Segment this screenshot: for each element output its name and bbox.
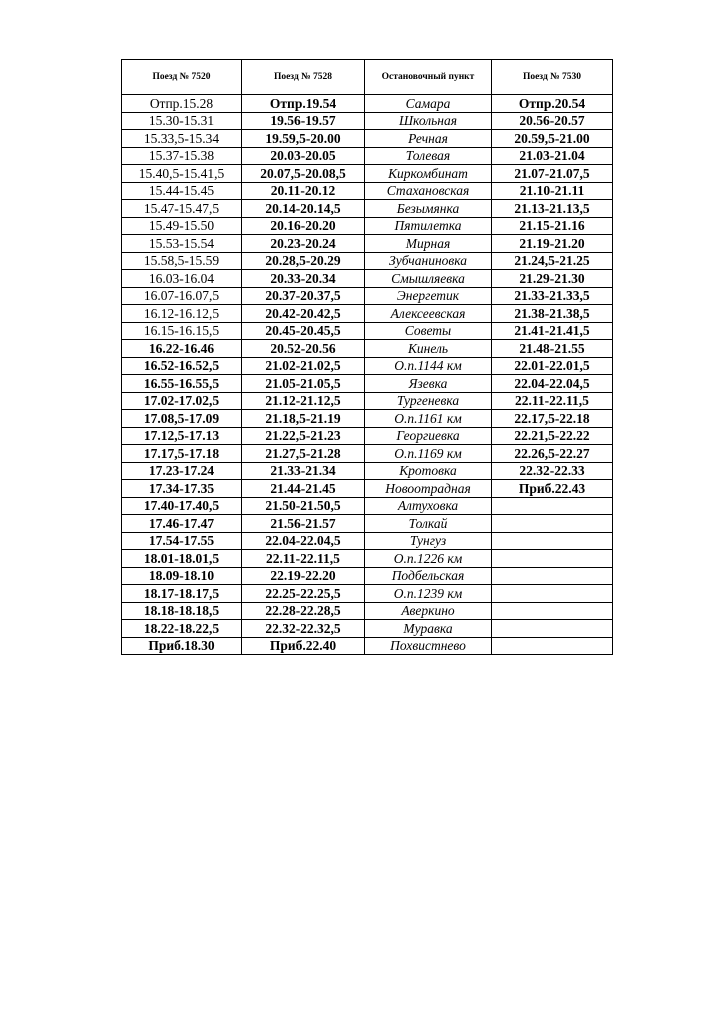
train-7528-time: 21.50-21.50,5 [242, 497, 365, 515]
stop-name: О.п.1239 км [365, 585, 492, 603]
train-7520-time: 18.17-18.17,5 [122, 585, 242, 603]
train-7520-time: 17.17,5-17.18 [122, 445, 242, 463]
train-7520-time: 15.53-15.54 [122, 235, 242, 253]
train-7528-time: 19.59,5-20.00 [242, 130, 365, 148]
train-7520-time: 15.49-15.50 [122, 217, 242, 235]
table-row [122, 357, 613, 375]
train-7530-time: 21.41-21.41,5 [492, 322, 613, 340]
table-row [122, 637, 613, 655]
table-row [122, 147, 613, 165]
train-7520-time: 18.01-18.01,5 [122, 550, 242, 568]
train-7530-time: Приб.22.43 [492, 480, 613, 498]
table-row [122, 217, 613, 235]
train-7530-time [492, 567, 613, 585]
train-7528-time: 20.14-20.14,5 [242, 200, 365, 218]
train-7520-time: 16.22-16.46 [122, 340, 242, 358]
train-7520-time: 17.08,5-17.09 [122, 410, 242, 428]
train-7520-time: Отпр.15.28 [122, 95, 242, 113]
train-7520-time: 18.09-18.10 [122, 567, 242, 585]
train-7530-time: 21.24,5-21.25 [492, 252, 613, 270]
table-row [122, 567, 613, 585]
train-7528-time: 20.33-20.34 [242, 270, 365, 288]
table-row [122, 620, 613, 638]
train-7528-time: 20.45-20.45,5 [242, 322, 365, 340]
stop-name: О.п.1226 км [365, 550, 492, 568]
stop-name: Алексеевская [365, 305, 492, 323]
table-row [122, 130, 613, 148]
table-row [122, 427, 613, 445]
header-train-7520: Поезд № 7520 [122, 60, 242, 95]
table-row [122, 532, 613, 550]
train-7520-time: 16.15-16.15,5 [122, 322, 242, 340]
train-7520-time: 17.02-17.02,5 [122, 392, 242, 410]
train-7520-time: Приб.18.30 [122, 637, 242, 655]
train-7530-time [492, 497, 613, 515]
train-7520-time: 18.22-18.22,5 [122, 620, 242, 638]
train-7530-time: 22.01-22.01,5 [492, 357, 613, 375]
train-7530-time [492, 550, 613, 568]
train-7528-time: 21.05-21.05,5 [242, 375, 365, 393]
train-7530-time [492, 585, 613, 603]
table-row [122, 550, 613, 568]
train-7520-time: 15.40,5-15.41,5 [122, 165, 242, 183]
stop-name: Киркомбинат [365, 165, 492, 183]
train-7530-time: 20.56-20.57 [492, 112, 613, 130]
stop-name: Школьная [365, 112, 492, 130]
stop-name: Советы [365, 322, 492, 340]
table-row [122, 270, 613, 288]
timetable-header [122, 60, 613, 95]
train-7528-time: 21.44-21.45 [242, 480, 365, 498]
train-7530-time: 21.03-21.04 [492, 147, 613, 165]
train-7520-time: 16.12-16.12,5 [122, 305, 242, 323]
table-row [122, 340, 613, 358]
stop-name: О.п.1161 км [365, 410, 492, 428]
table-row [122, 235, 613, 253]
train-7530-time: 22.32-22.33 [492, 462, 613, 480]
train-7530-time: 21.48-21.55 [492, 340, 613, 358]
train-7530-time [492, 637, 613, 655]
table-row [122, 182, 613, 200]
stop-name: Язевка [365, 375, 492, 393]
stop-name: Тургеневка [365, 392, 492, 410]
train-7528-time: 22.25-22.25,5 [242, 585, 365, 603]
stop-name: Стахановская [365, 182, 492, 200]
train-7530-time: 22.26,5-22.27 [492, 445, 613, 463]
stop-name: Мирная [365, 235, 492, 253]
stop-name: Толкай [365, 515, 492, 533]
train-7520-time: 17.34-17.35 [122, 480, 242, 498]
table-row [122, 375, 613, 393]
train-7528-time: 21.12-21.12,5 [242, 392, 365, 410]
stop-name: Речная [365, 130, 492, 148]
table-row [122, 515, 613, 533]
train-7528-time: 20.03-20.05 [242, 147, 365, 165]
train-7528-time: 20.16-20.20 [242, 217, 365, 235]
table-row [122, 480, 613, 498]
train-7530-time: 22.21,5-22.22 [492, 427, 613, 445]
stop-name: Аверкино [365, 602, 492, 620]
header-train-7530: Поезд № 7530 [492, 60, 613, 95]
stop-name: О.п.1144 км [365, 357, 492, 375]
train-7530-time [492, 620, 613, 638]
stop-name: Самара [365, 95, 492, 113]
table-row [122, 602, 613, 620]
train-7530-time: 21.19-21.20 [492, 235, 613, 253]
stop-name: Георгиевка [365, 427, 492, 445]
train-7520-time: 16.52-16.52,5 [122, 357, 242, 375]
train-7520-time: 16.07-16.07,5 [122, 287, 242, 305]
train-7530-time: 21.15-21.16 [492, 217, 613, 235]
train-7528-time: 21.18,5-21.19 [242, 410, 365, 428]
train-7520-time: 17.46-17.47 [122, 515, 242, 533]
table-row [122, 200, 613, 218]
stop-name: Зубчаниновка [365, 252, 492, 270]
train-7530-time: 22.17,5-22.18 [492, 410, 613, 428]
train-7520-time: 15.47-15.47,5 [122, 200, 242, 218]
train-7520-time: 17.12,5-17.13 [122, 427, 242, 445]
train-7530-time: 21.10-21.11 [492, 182, 613, 200]
stop-name: Энергетик [365, 287, 492, 305]
stop-name: Тунгуз [365, 532, 492, 550]
train-7520-time: 15.37-15.38 [122, 147, 242, 165]
train-7520-time: 15.33,5-15.34 [122, 130, 242, 148]
train-7528-time: 19.56-19.57 [242, 112, 365, 130]
train-7530-time: 21.13-21.13,5 [492, 200, 613, 218]
train-7520-time: 15.30-15.31 [122, 112, 242, 130]
train-7520-time: 15.58,5-15.59 [122, 252, 242, 270]
stop-name: Алтуховка [365, 497, 492, 515]
train-7528-time: 20.23-20.24 [242, 235, 365, 253]
train-7530-time: 21.29-21.30 [492, 270, 613, 288]
stop-name: Пятилетка [365, 217, 492, 235]
train-7520-time: 18.18-18.18,5 [122, 602, 242, 620]
stop-name: О.п.1169 км [365, 445, 492, 463]
train-7530-time [492, 532, 613, 550]
train-7530-time: 22.11-22.11,5 [492, 392, 613, 410]
table-row [122, 497, 613, 515]
train-7528-time: 22.28-22.28,5 [242, 602, 365, 620]
train-7528-time: Приб.22.40 [242, 637, 365, 655]
timetable [121, 59, 613, 655]
table-row [122, 112, 613, 130]
train-7528-time: 21.02-21.02,5 [242, 357, 365, 375]
stop-name: Новоотрадная [365, 480, 492, 498]
stop-name: Похвистнево [365, 637, 492, 655]
train-7530-time: 21.07-21.07,5 [492, 165, 613, 183]
train-7528-time: 20.52-20.56 [242, 340, 365, 358]
stop-name: Кинель [365, 340, 492, 358]
train-7528-time: Отпр.19.54 [242, 95, 365, 113]
train-7520-time: 17.40-17.40,5 [122, 497, 242, 515]
timetable-body [122, 95, 613, 655]
stop-name: Кротовка [365, 462, 492, 480]
train-7528-time: 21.33-21.34 [242, 462, 365, 480]
train-7528-time: 20.28,5-20.29 [242, 252, 365, 270]
table-row [122, 287, 613, 305]
header-row [122, 60, 613, 95]
table-row [122, 462, 613, 480]
table-row [122, 165, 613, 183]
train-7528-time: 20.42-20.42,5 [242, 305, 365, 323]
train-7530-time: 21.38-21.38,5 [492, 305, 613, 323]
train-7528-time: 22.11-22.11,5 [242, 550, 365, 568]
train-7528-time: 22.04-22.04,5 [242, 532, 365, 550]
train-7530-time: 21.33-21.33,5 [492, 287, 613, 305]
train-7520-time: 15.44-15.45 [122, 182, 242, 200]
train-7528-time: 20.07,5-20.08,5 [242, 165, 365, 183]
table-row [122, 392, 613, 410]
train-7528-time: 22.19-22.20 [242, 567, 365, 585]
train-7530-time [492, 602, 613, 620]
header-stop: Остановочный пункт [365, 60, 492, 95]
train-7528-time: 22.32-22.32,5 [242, 620, 365, 638]
train-7530-time: 22.04-22.04,5 [492, 375, 613, 393]
train-7528-time: 21.56-21.57 [242, 515, 365, 533]
train-7528-time: 20.11-20.12 [242, 182, 365, 200]
train-7528-time: 20.37-20.37,5 [242, 287, 365, 305]
stop-name: Подбельская [365, 567, 492, 585]
table-row [122, 445, 613, 463]
train-7530-time [492, 515, 613, 533]
train-7520-time: 17.54-17.55 [122, 532, 242, 550]
stop-name: Муравка [365, 620, 492, 638]
train-7530-time: 20.59,5-21.00 [492, 130, 613, 148]
train-7530-time: Отпр.20.54 [492, 95, 613, 113]
train-7520-time: 17.23-17.24 [122, 462, 242, 480]
stop-name: Безымянка [365, 200, 492, 218]
table-row [122, 322, 613, 340]
train-7520-time: 16.03-16.04 [122, 270, 242, 288]
train-7528-time: 21.22,5-21.23 [242, 427, 365, 445]
header-train-7528: Поезд № 7528 [242, 60, 365, 95]
table-row [122, 410, 613, 428]
table-row [122, 95, 613, 113]
table-row [122, 305, 613, 323]
train-7528-time: 21.27,5-21.28 [242, 445, 365, 463]
table-row [122, 585, 613, 603]
table-row [122, 252, 613, 270]
train-7520-time: 16.55-16.55,5 [122, 375, 242, 393]
stop-name: Смышляевка [365, 270, 492, 288]
stop-name: Толевая [365, 147, 492, 165]
